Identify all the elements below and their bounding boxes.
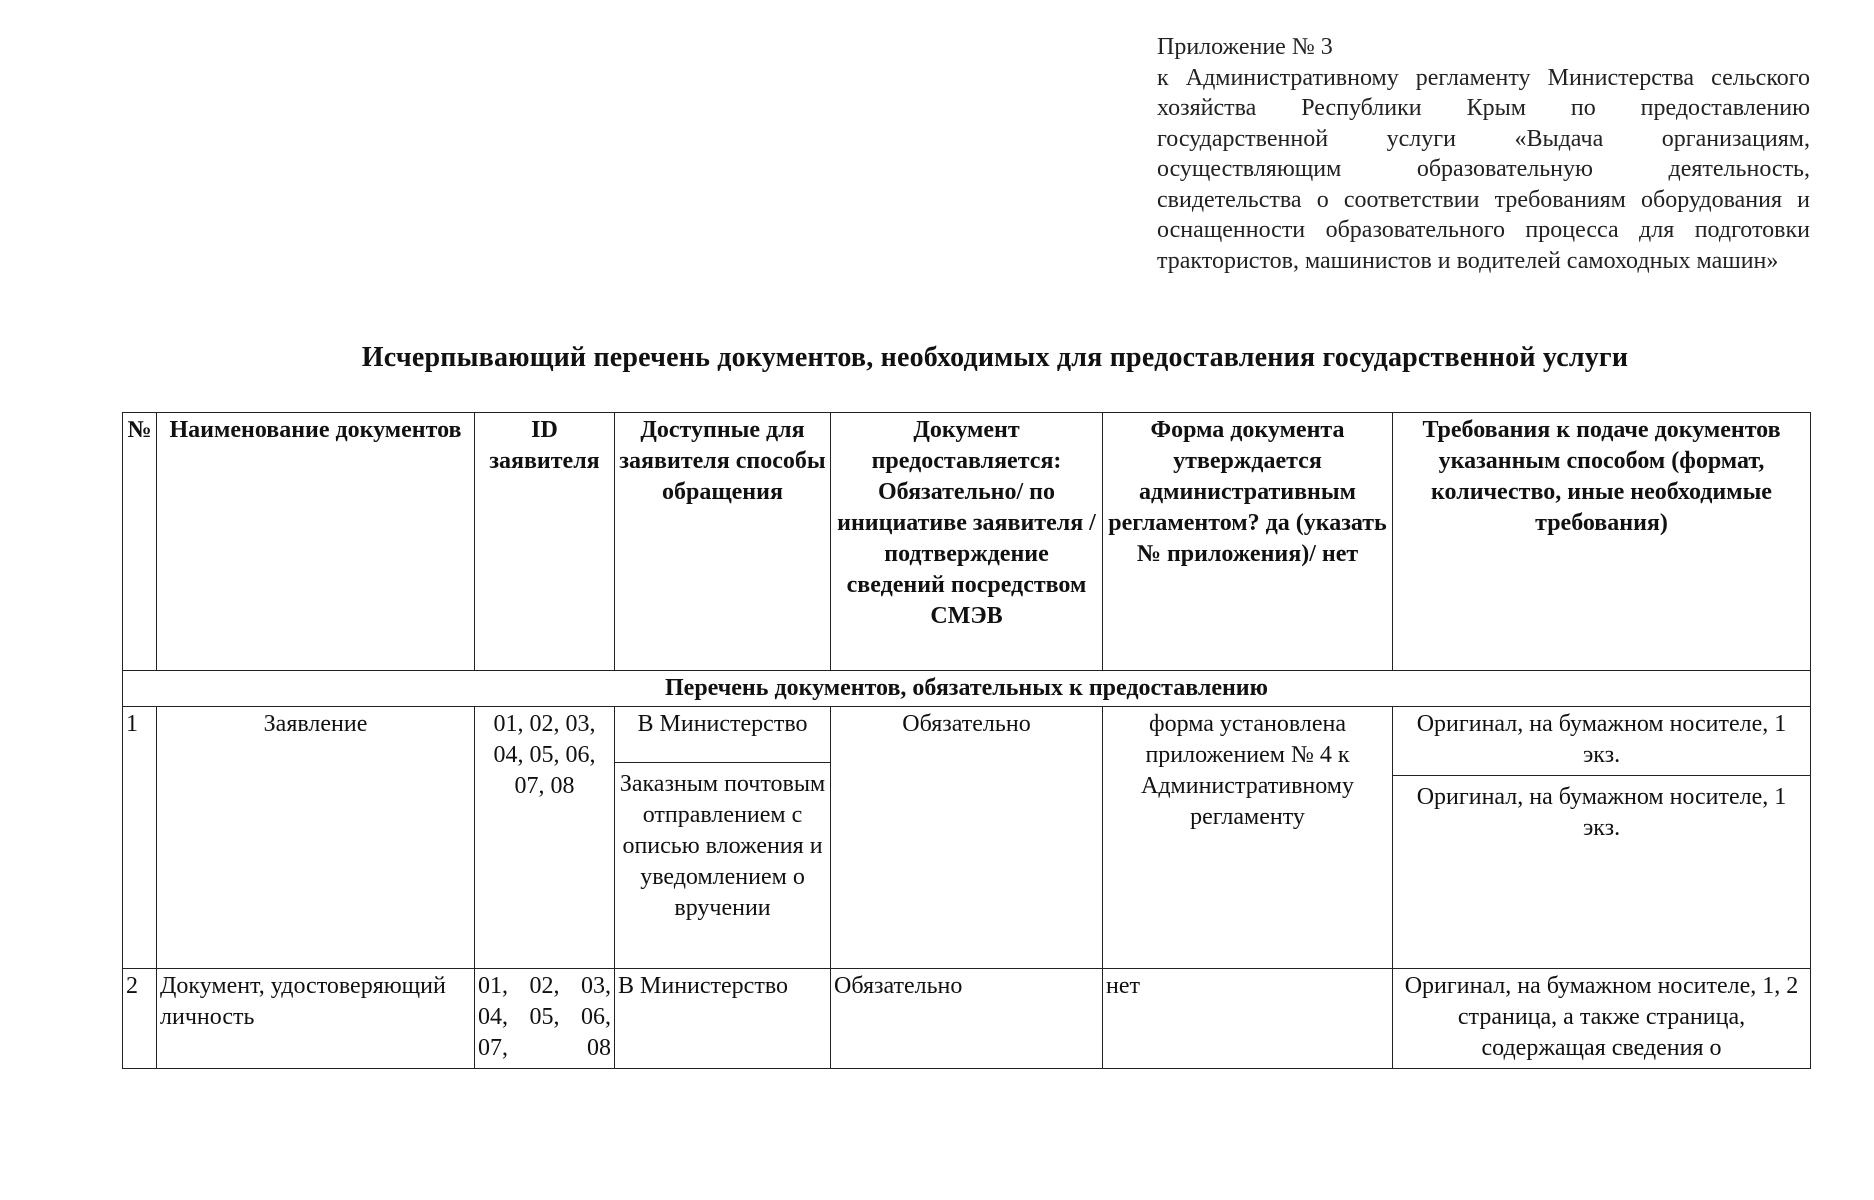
header-number: № [123,413,157,671]
row-applicant-id: 01, 02, 03, 04, 05, 06, 07, 08 [475,707,615,969]
section-row [123,671,1811,707]
row-form: форма установлена приложением № 4 к Административному регламенту [1103,707,1393,969]
document-title: Исчерпывающий перечень документов, необходимых для предоставления государственной услуги [361,342,1629,373]
row-requirements [1393,707,1811,969]
documents-table [122,412,1811,1069]
requirement-ministry: Оригинал, на бумажном носителе, 1 экз. [1416,711,1787,768]
appendix-text: к Административному регламенту Министерства сельского хозяйства Республики Крым по предоставлению государственной услуги «Выдача организациям, осуществляющим образовательную деятельность, свидетельства о соответствии требованиям оборудования и оснащенности образовательного процесса для подготовки трактористов, машинистов и водителей самоходных машин» [1157,64,1810,274]
row-provided: Обязательно [831,969,1103,1069]
row-document-name: Документ, удостоверяющий личность [157,969,475,1069]
row-number: 1 [123,707,157,969]
row-form: нет [1103,969,1393,1069]
row-methods: В Министерство [615,969,831,1069]
header-requirements: Требования к подаче документов указанным способом (формат, количество, иные необходимые требования) [1393,413,1811,671]
row-document-name: Заявление [157,707,475,969]
row-provided: Обязательно [831,707,1103,969]
row-applicant-id: 01, 02, 03, 04, 05, 06, 07, 08 [475,969,615,1069]
method-mail: Заказным почтовым отправлением с описью вложения и уведомлением о вручении [615,762,830,924]
header-provided: Документ предоставляется: Обязательно/ по инициативе заявителя /подтверждение сведений посредством СМЭВ [831,413,1103,671]
table-row [123,707,1811,969]
header-methods: Доступные для заявителя способы обращения [615,413,831,671]
appendix-block [1157,32,1810,276]
header-document-name: Наименование документов [157,413,475,671]
header-applicant-id: ID заявителя [475,413,615,671]
table-row [123,969,1811,1069]
appendix-title: Приложение № 3 [1157,34,1333,60]
row-methods [615,707,831,969]
requirement-mail: Оригинал, на бумажном носителе, 1 экз. [1393,775,1810,844]
table-header-row [123,413,1811,671]
header-form: Форма документа утверждается административным регламентом? да (указать № приложения)/ нет [1103,413,1393,671]
row-requirements: Оригинал, на бумажном носителе, 1, 2 страница, а также страница, содержащая сведения о [1393,969,1811,1069]
row-number: 2 [123,969,157,1069]
section-title: Перечень документов, обязательных к предоставлению [123,671,1811,707]
method-ministry: В Министерство [637,711,808,737]
